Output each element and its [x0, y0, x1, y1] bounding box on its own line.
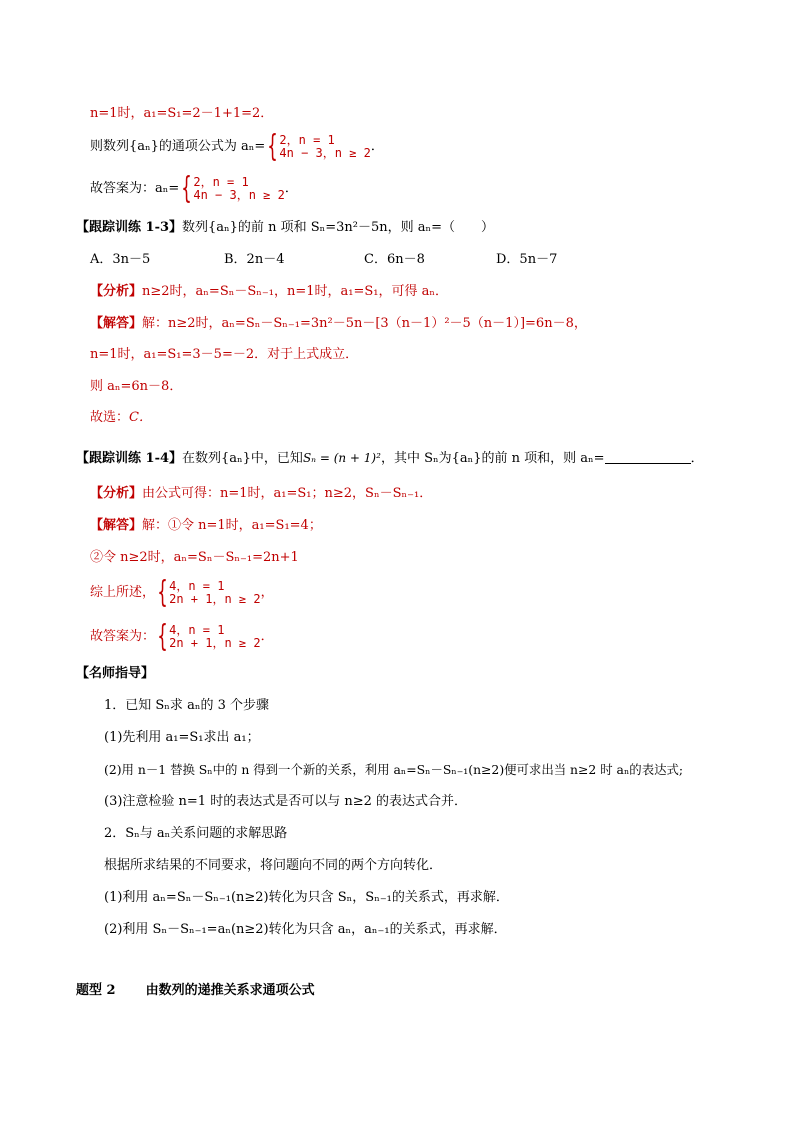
q14-summary-prefix: 综上所述，: [90, 585, 156, 600]
section-title: 由数列的递推关系求通项公式: [145, 983, 315, 998]
q14-summary-cases: [169, 580, 260, 606]
guide-point2b: (1)利用 aₙ=Sₙ－Sₙ₋₁(n≥2)转化为只含 Sₙ，Sₙ₋₁的关系式，再求解．: [104, 890, 509, 905]
guide-title: 【名师指导】: [76, 666, 155, 681]
q14-analysis: [90, 486, 432, 502]
left-brace-icon: {: [267, 129, 279, 164]
guide-point1: 1．已知 Sₙ求 aₙ的 3 个步骤: [104, 698, 269, 713]
case1-line3-suffix: ．: [284, 181, 298, 196]
case-row: 2n + 1，n ≥ 2: [169, 636, 261, 650]
case-row: 4n − 3，n ≥ 2: [193, 188, 285, 202]
case1-line3-prefix: 故答案为：aₙ=: [90, 181, 180, 196]
q14-answer-cases: [169, 624, 260, 650]
q14-formula: Sₙ = (n + 1)²: [302, 451, 381, 465]
case-row: 4n − 3，n ≥ 2: [279, 146, 371, 160]
case1-line2-suffix: ．: [370, 139, 384, 154]
q13-analysis-tag: 【分析】: [90, 284, 143, 299]
left-brace-icon: {: [157, 575, 168, 610]
q13-tag: 【跟踪训练 1-3】: [76, 220, 183, 235]
q13-solution-line4: [90, 410, 152, 426]
q13-option-a: A．3n－5: [90, 252, 151, 267]
q14-solution-tag: 【解答】: [90, 518, 143, 533]
q14-text-b: ，其中 Sₙ为{aₙ}的前 n 项和，则 aₙ=: [380, 451, 605, 466]
q13-solution-text: 解：n≥2时，aₙ=Sₙ－Sₙ₋₁=3n²－5n－[3（n－1）²－5（n－1）]=6n－8，: [142, 316, 587, 331]
section-label: 题型 2: [76, 983, 116, 998]
q14-tag: 【跟踪训练 1-4】: [76, 451, 183, 466]
case-row: 2n + 1，n ≥ 2: [169, 592, 261, 606]
case-row: 4，n = 1: [169, 623, 225, 637]
q13-option-c: C．6n－8: [364, 252, 425, 267]
guide-point1a: (1)先利用 a₁=S₁求出 a₁；: [104, 730, 260, 745]
case-row: 2，n = 1: [279, 133, 335, 147]
q14-text-a: 在数列{aₙ}中，已知: [182, 451, 303, 466]
q13-solution-line2: n=1时，a₁=S₁=3－5=－2．对于上式成立．: [90, 347, 359, 362]
q13-analysis-text: n≥2时，aₙ=Sₙ－Sₙ₋₁，n=1时，a₁=S₁，可得 aₙ．: [142, 284, 448, 299]
q14-solution-line4: [90, 619, 274, 654]
q13-solution: [90, 316, 587, 332]
q13-solution-tag: 【解答】: [90, 316, 143, 331]
q14-text-c: ．: [690, 451, 704, 466]
q14-answer-suffix: ．: [260, 629, 274, 644]
case1-line2-cases: [279, 134, 370, 160]
q13-solution-line3: 则 aₙ=6n－8．: [90, 379, 183, 394]
q14-question: [76, 450, 704, 467]
q14-analysis-tag: 【分析】: [90, 486, 143, 501]
q13-question: [76, 220, 494, 236]
q14-solution-line3: [90, 575, 274, 610]
case1-line2: [90, 129, 384, 164]
guide-point2a: 根据所求结果的不同要求，将问题向不同的两个方向转化．: [104, 858, 443, 873]
q13-text: 数列{aₙ}的前 n 项和 Sₙ=3n²－5n，则 aₙ=（ ）: [182, 220, 495, 235]
section-heading: [76, 983, 315, 999]
q13-option-b: B．2n－4: [224, 252, 285, 267]
case-row: 2，n = 1: [193, 175, 249, 189]
left-brace-icon: {: [181, 171, 193, 206]
q14-solution: [90, 518, 322, 534]
q14-analysis-text: 由公式可得：n=1时，a₁=S₁；n≥2，Sₙ－Sₙ₋₁．: [142, 486, 433, 501]
guide-point1c: (3)注意检验 n=1 时的表达式是否可以与 n≥2 的表达式合并．: [104, 794, 468, 809]
answer-blank: [605, 451, 691, 464]
q14-summary-suffix: ，: [260, 585, 274, 600]
case1-line1: n=1时，a₁=S₁=2－1+1=2．: [90, 106, 274, 121]
case1-line3-cases: [193, 176, 284, 202]
guide-point1b: (2)用 n－1 替换 Sₙ中的 n 得到一个新的关系，利用 aₙ=Sₙ－Sₙ₋₁(n≥2)便可求出当 n≥2 时 aₙ的表达式;: [104, 762, 684, 777]
q14-solution-line2: ②令 n≥2时，aₙ=Sₙ－Sₙ₋₁=2n+1: [90, 550, 299, 565]
q14-solution-text: 解：①令 n=1时，a₁=S₁=4；: [142, 518, 322, 533]
q13-answer-prefix: 故选：: [90, 410, 130, 425]
q14-answer-prefix: 故答案为：: [90, 629, 156, 644]
q13-answer: C．: [129, 410, 152, 425]
case-row: 4，n = 1: [169, 579, 225, 593]
q13-option-d: D．5n－7: [496, 252, 558, 267]
case1-line3: [90, 171, 298, 206]
q13-analysis: [90, 284, 448, 300]
left-brace-icon: {: [157, 619, 168, 654]
guide-point2: 2．Sₙ与 aₙ关系问题的求解思路: [104, 826, 288, 841]
guide-point2c: (2)利用 Sₙ－Sₙ₋₁=aₙ(n≥2)转化为只含 aₙ，aₙ₋₁的关系式，再求解．: [104, 922, 507, 937]
case1-line2-prefix: 则数列{aₙ}的通项公式为 aₙ=: [90, 139, 266, 154]
